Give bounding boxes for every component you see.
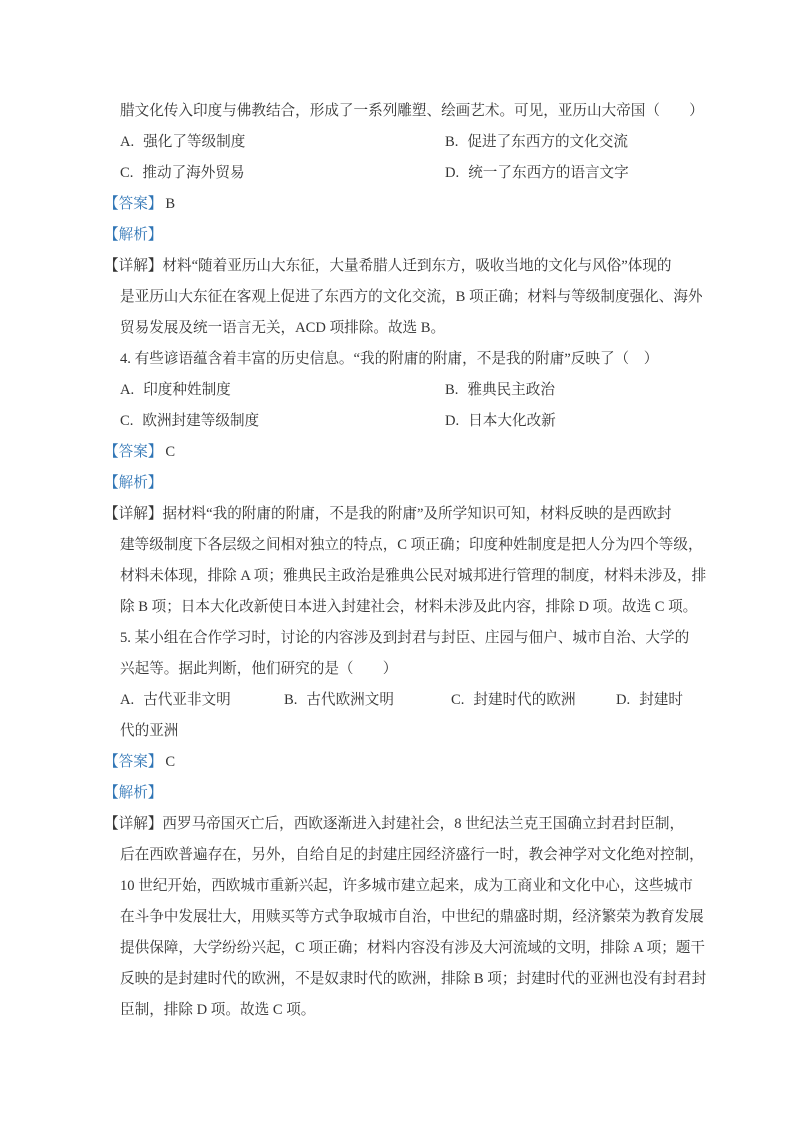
q5-detail-line: 反映的是封建时代的欧洲，不是奴隶时代的欧洲，排除 B 项；封建时代的亚洲也没有封君封 [120, 971, 707, 987]
q3-options-row-2 [104, 158, 692, 189]
q3-stem-text: 腊文化传入印度与佛教结合，形成了一系列雕塑、绘画艺术。可见，亚历山大帝国（ ） [120, 103, 704, 119]
q4-option-a [120, 375, 445, 406]
q4-option-c [120, 406, 445, 437]
q5-detail-line: 【详解】西罗马帝国灭亡后，西欧逐渐进入封建社会，8 世纪法兰克王国确立封君封臣制， [104, 816, 685, 832]
option-text: 促进了东西方的文化交流 [467, 134, 628, 150]
q3-option-a [120, 127, 445, 158]
option-text: 印度种姓制度 [143, 382, 231, 398]
option-letter: B. [445, 382, 459, 398]
q5-detail-line: 在斗争中发展壮大，用赎买等方式争取城市自治，中世纪的鼎盛时期，经济繁荣为教育发展 [120, 909, 704, 925]
option-letter: A. [120, 692, 135, 708]
option-text: 封建时代的欧洲 [473, 692, 576, 708]
q3-options-row-1 [104, 127, 692, 158]
q5-option-d [616, 685, 683, 716]
q5-detail-line: 提供保障，大学纷纷兴起，C 项正确；材料内容没有涉及大河流域的文明，排除 A 项；题干 [120, 940, 705, 956]
option-text: 雅典民主政治 [467, 382, 555, 398]
q5-option-c [451, 685, 576, 716]
q4-detail-line: 材料未体现，排除 A 项；雅典民主政治是雅典公民对城邦进行管理的制度，材料未涉及，排 [120, 568, 707, 584]
q5-answer-value: C [165, 754, 176, 770]
q5-stem-line: 兴起等。据此判断，他们研究的是（ ） [120, 661, 398, 677]
option-letter: C. [120, 165, 134, 181]
analysis-label: 【解析】 [104, 227, 163, 243]
answer-label: 【答案】 [104, 196, 163, 212]
analysis-label: 【解析】 [104, 785, 163, 801]
q5-detail-line: 臣制，排除 D 项。故选 C 项。 [120, 1002, 316, 1018]
option-letter: D. [616, 692, 631, 708]
option-letter: B. [284, 692, 298, 708]
option-letter: A. [120, 382, 135, 398]
q3-analysis-line [104, 220, 692, 251]
option-text: 推动了海外贸易 [142, 165, 245, 181]
q3-answer-value: B [165, 196, 176, 212]
option-text: 封建时 [639, 692, 683, 708]
q5-analysis-line [104, 778, 692, 809]
q4-analysis-line [104, 468, 692, 499]
q5-detail-line: 后在西欧普遍存在，另外，自给自足的封建庄园经济盛行一时，教会神学对文化绝对控制， [120, 847, 704, 863]
q4-detail-line: 建等级制度下各层级之间相对独立的特点，C 项正确；印度种姓制度是把人分为四个等级， [120, 537, 703, 553]
analysis-label: 【解析】 [104, 475, 163, 491]
q4-detail-line: 除 B 项；日本大化改新使日本进入封建社会，材料未涉及此内容，排除 D 项。故选 C 项。 [120, 599, 698, 615]
answer-label: 【答案】 [104, 754, 163, 770]
option-text: 强化了等级制度 [143, 134, 246, 150]
q5-stem-line: 5. 某小组在合作学习时，讨论的内容涉及到封君与封臣、庄园与佃户、城市自治、大学的 [120, 630, 690, 646]
option-text: 日本大化改新 [468, 413, 556, 429]
option-text: 欧洲封建等级制度 [142, 413, 260, 429]
q4-stem-line [104, 344, 692, 375]
q5-options-row [104, 685, 692, 716]
option-letter: D. [445, 413, 460, 429]
q4-option-d [445, 406, 692, 437]
q3-option-b [445, 127, 692, 158]
document-page [104, 96, 707, 1026]
option-text: 古代欧洲文明 [306, 692, 394, 708]
option-text: 统一了东西方的语言文字 [468, 165, 629, 181]
q4-option-b [445, 375, 692, 406]
q4-options-row-2 [104, 406, 692, 437]
option-letter: A. [120, 134, 135, 150]
q3-stem-line [104, 96, 704, 127]
q5-option-d-wrap-line: 代的亚洲 [120, 723, 179, 739]
q3-option-c [120, 158, 445, 189]
q4-options-row-1 [104, 375, 692, 406]
answer-label: 【答案】 [104, 444, 163, 460]
q5-option-a [120, 685, 231, 716]
q5-answer-line [104, 747, 692, 778]
q3-detail-line: 贸易发展及统一语言无关，ACD 项排除。故选 B。 [120, 320, 446, 336]
q4-stem-text: 4. 有些谚语蕴含着丰富的历史信息。“我的附庸的附庸，不是我的附庸”反映了（ ） [120, 351, 659, 367]
option-letter: C. [451, 692, 465, 708]
q5-option-b [284, 685, 394, 716]
q4-answer-value: C [165, 444, 176, 460]
q5-detail-line: 10 世纪开始，西欧城市重新兴起，许多城市建立起来，成为工商业和文化中心，这些城市 [120, 878, 693, 894]
option-letter: B. [445, 134, 459, 150]
q3-option-d [445, 158, 692, 189]
q3-answer-line [104, 189, 692, 220]
q4-detail-line: 【详解】据材料“我的附庸的附庸，不是我的附庸”及所学知识可知，材料反映的是西欧封 [104, 506, 672, 522]
q4-answer-line [104, 437, 692, 468]
q3-detail-line: 是亚历山大东征在客观上促进了东西方的文化交流，B 项正确；材料与等级制度强化、海外 [120, 289, 703, 305]
option-letter: D. [445, 165, 460, 181]
option-text: 古代亚非文明 [143, 692, 231, 708]
option-letter: C. [120, 413, 134, 429]
q3-detail-line: 【详解】材料“随着亚历山大东征，大量希腊人迁到东方，吸收当地的文化与风俗”体现的 [104, 258, 672, 274]
